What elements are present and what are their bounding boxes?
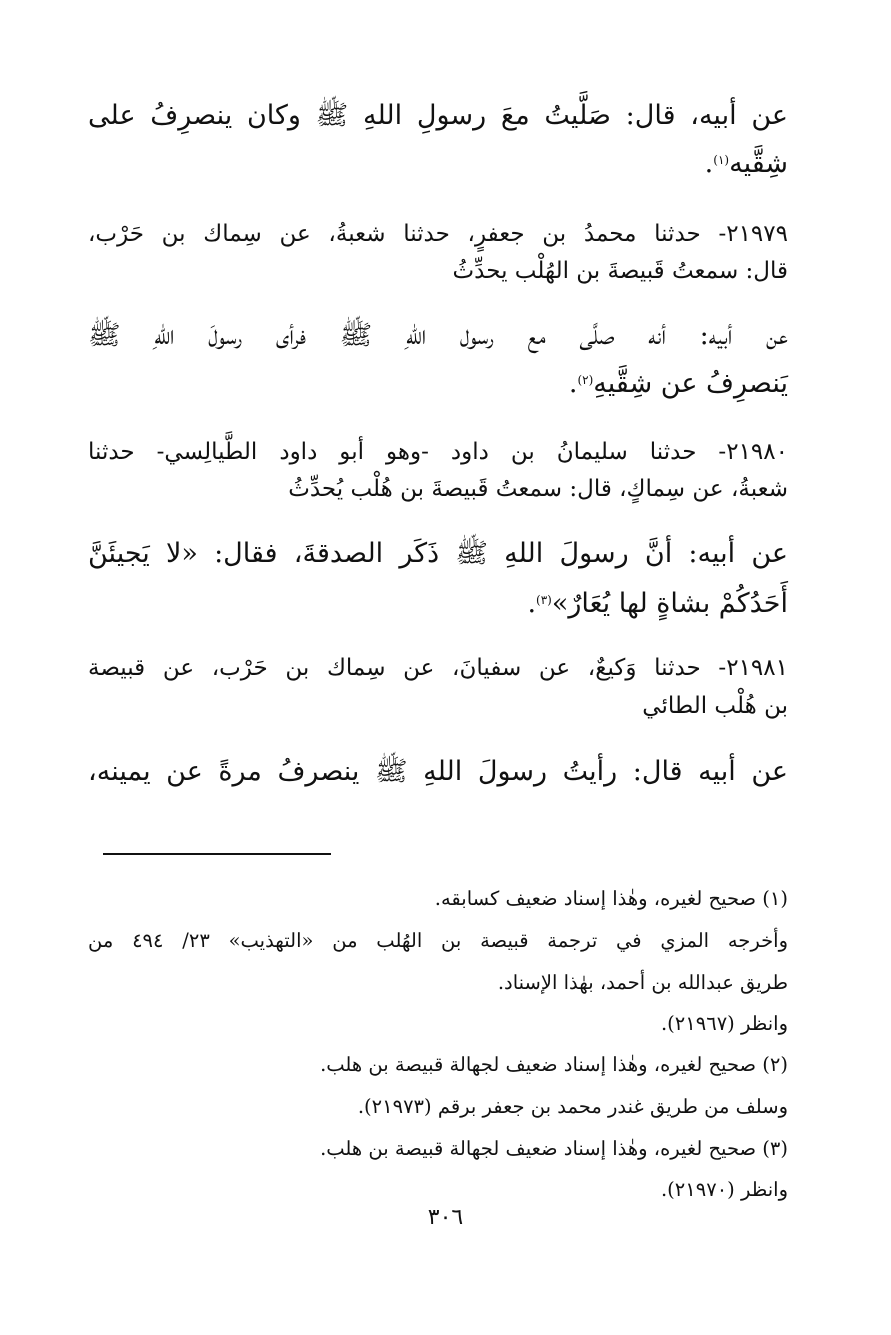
isnad-paragraph-21980	[88, 436, 788, 506]
footnotes	[88, 884, 788, 1204]
paragraph-line: شِقَّيه$^{(١)}$.	[704, 148, 788, 179]
paragraph-line: يَنصرِفُ عن شِقَّيهِ$^{(٢)}$.	[568, 368, 788, 399]
footnote-marker: (٣)	[536, 593, 552, 607]
page-number: ٣٠٦	[427, 1205, 464, 1230]
paragraph-line: قال: سمعتُ قَبيصةَ بن الهُلْب يحدِّثُ	[452, 258, 788, 284]
paragraph-line: عن أبيه، قال: صَلَّيتُ معَ رسولِ اللهِ ﷺ وكان ينصرِفُ على	[88, 100, 788, 131]
paragraph-line: أَحَدُكُمْ بشاةٍ لها يُعَارٌ»$^{(٣)}$.	[527, 588, 788, 619]
footnote-line: طريق عبدالله بن أحمد، بهٰذا الإسناد.	[497, 971, 788, 994]
paragraph-line: شعبةُ، عن سِماكٍ، قال: سمعتُ قَبيصةَ بن هُلْب يُحدِّثُ	[288, 476, 788, 502]
footnote-separator	[103, 853, 331, 855]
footnote-line: وانظر (٢١٩٦٧).	[660, 1012, 788, 1035]
footnote-marker: (١)	[713, 153, 730, 167]
footnote-line: وسلف من طريق غندر محمد بن جعفر برقم (٢١٩٧٣).	[357, 1095, 788, 1118]
matn-paragraph-4	[88, 752, 788, 796]
matn-paragraph-3	[88, 534, 788, 624]
paragraph-line: بن هُلْب الطائي	[642, 693, 788, 719]
matn-paragraph-2	[88, 316, 788, 406]
footnote-line: (٢) صحيح لغيره، وهٰذا إسناد ضعيف لجهالة قبيصة بن هلب.	[320, 1053, 788, 1076]
matn-paragraph-1	[88, 96, 788, 186]
footnote-line: (١) صحيح لغيره، وهٰذا إسناد ضعيف كسابقه.	[434, 887, 788, 910]
isnad-paragraph-21979	[88, 218, 788, 288]
paragraph-line: ٢١٩٧٩- حدثنا محمدُ بن جعفرٍ، حدثنا شعبةُ، عن سِماك بن حَرْب،	[88, 221, 788, 247]
footnote-line: وانظر (٢١٩٧٠).	[660, 1178, 788, 1201]
paragraph-line: ٢١٩٨١- حدثنا وَكيعٌ، عن سفيانَ، عن سِماك بن حَرْب، عن قبيصة	[88, 655, 788, 681]
footnote-line: (٣) صحيح لغيره، وهٰذا إسناد ضعيف لجهالة قبيصة بن هلب.	[320, 1137, 788, 1160]
paragraph-line: عن أبيه: أنَّ رسولَ اللهِ ﷺ ذَكَر الصدقةَ، فقال: «لا يَجيئَنَّ	[88, 538, 788, 569]
footnote-line: وأخرجه المزي في ترجمة قبيصة بن الهُلب من «التهذيب» ٢٣/ ٤٩٤ من	[88, 929, 788, 952]
footnote-marker: (٢)	[577, 373, 594, 387]
paragraph-line: ٢١٩٨٠- حدثنا سليمانُ بن داود -وهو أبو داود الطَّيالِسي- حدثنا	[88, 439, 788, 465]
isnad-paragraph-21981	[88, 652, 788, 722]
paragraph-line: عن أبيه قال: رأيتُ رسولَ اللهِ ﷺ ينصرفُ مرةً عن يمينه،	[88, 756, 788, 787]
paragraph-line: عن أبيه: أنه صلَّى مع رسول اللهِ ﷺ فرأى رسولَ اللهِ ﷺ	[88, 320, 788, 351]
